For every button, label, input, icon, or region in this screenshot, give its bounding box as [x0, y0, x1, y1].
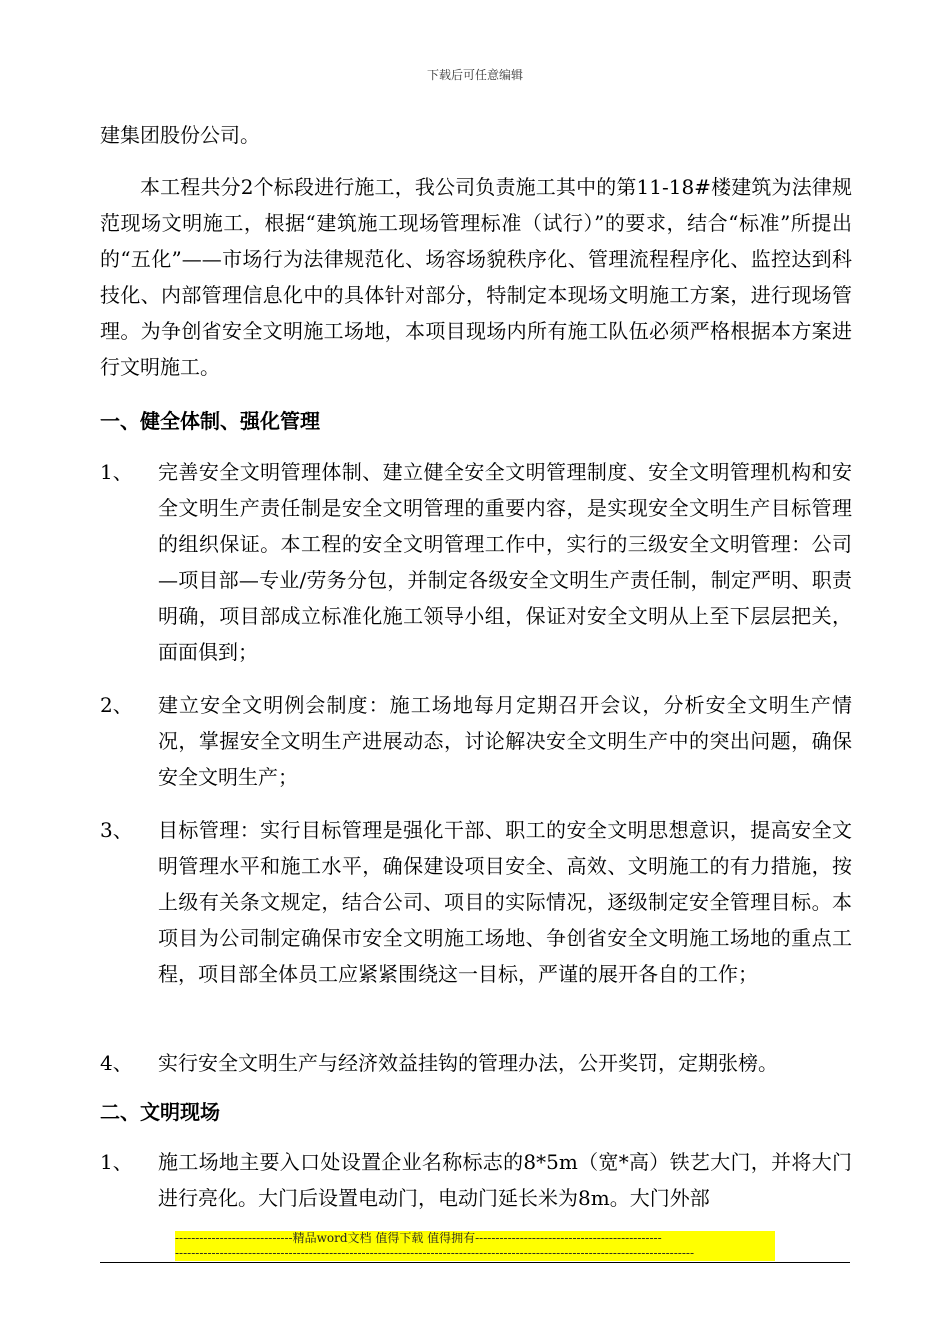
section-1-item-2 [100, 687, 852, 795]
item-text: 目标管理：实行目标管理是强化干部、职工的安全文明思想意识，提高安全文明管理水平和施工水平，确保建设项目安全、高效、文明施工的有力措施，按上级有关条文规定，结合公司、项目的实际情况，逐级制定安全管理目标。本项目为公司制定确保市安全文明施工场地、争创省安全文明施工场地的重点工程，项目部全体员工应紧紧围绕这一目标，严谨的展开各自的工作； [158, 818, 852, 986]
intro-paragraph-1: 建集团股份公司。 [100, 123, 260, 147]
item-text: 实行安全文明生产与经济效益挂钩的管理办法，公开奖罚，定期张榜。 [158, 1051, 778, 1075]
item-number: 4、 [100, 1051, 133, 1075]
item-number: 1、 [100, 1150, 133, 1174]
item-text: 完善安全文明管理体制、建立健全安全文明管理制度、安全文明管理机构和安全文明生产责任制是安全文明管理的重要内容，是实现安全文明生产目标管理的组织保证。本工程的安全文明管理工作中，实行的三级安全文明管理：公司—项目部—专业/劳务分包，并制定各级安全文明生产责任制，制定严明、职责明确，项目部成立标准化施工领导小组，保证对安全文明从上至下层层把关，面面俱到； [158, 460, 852, 664]
section-1-item-1 [100, 454, 852, 670]
page-header: 下载后可任意编辑 [426, 68, 523, 82]
section-1-item-4 [100, 1045, 852, 1081]
item-number: 1、 [100, 460, 133, 484]
section-1-heading: 一、健全体制、强化管理 [100, 409, 320, 433]
item-text: 施工场地主要入口处设置企业名称标志的8*5m（宽*高）铁艺大门，并将大门进行亮化。大门后设置电动门，电动门延长米为8m。大门外部 [158, 1150, 852, 1210]
section-1-item-3 [100, 812, 852, 992]
section-2-item-1 [100, 1144, 852, 1216]
footer-divider [100, 1262, 850, 1263]
item-number: 2、 [100, 693, 133, 717]
section-2-heading: 二、文明现场 [100, 1100, 220, 1124]
item-text: 建立安全文明例会制度：施工场地每月定期召开会议，分析安全文明生产情况，掌握安全文明生产进展动态，讨论解决安全文明生产中的突出问题，确保安全文明生产； [158, 693, 852, 789]
item-number: 3、 [100, 818, 133, 842]
footer-banner-line-1: -----------------------------精品word文档 值得下载 值得拥有---------------------------------------------- [175, 1231, 775, 1246]
footer-banner-line-2: -------------------------------------------------------------------------------------------------------------------------------- [175, 1246, 775, 1261]
intro-paragraph-2: 本工程共分2个标段进行施工，我公司负责施工其中的第11-18#楼建筑为法律规范现场文明施工，根据“建筑施工现场管理标准（试行）”的要求，结合“标准”所提出的“五化”——市场行为法律规范化、场容场貌秩序化、管理流程程序化、监控达到科技化、内部管理信息化中的具体针对部分，特制定本现场文明施工方案，进行现场管理。为争创省安全文明施工场地，本项目现场内所有施工队伍必须严格根据本方案进行文明施工。 [100, 175, 852, 379]
